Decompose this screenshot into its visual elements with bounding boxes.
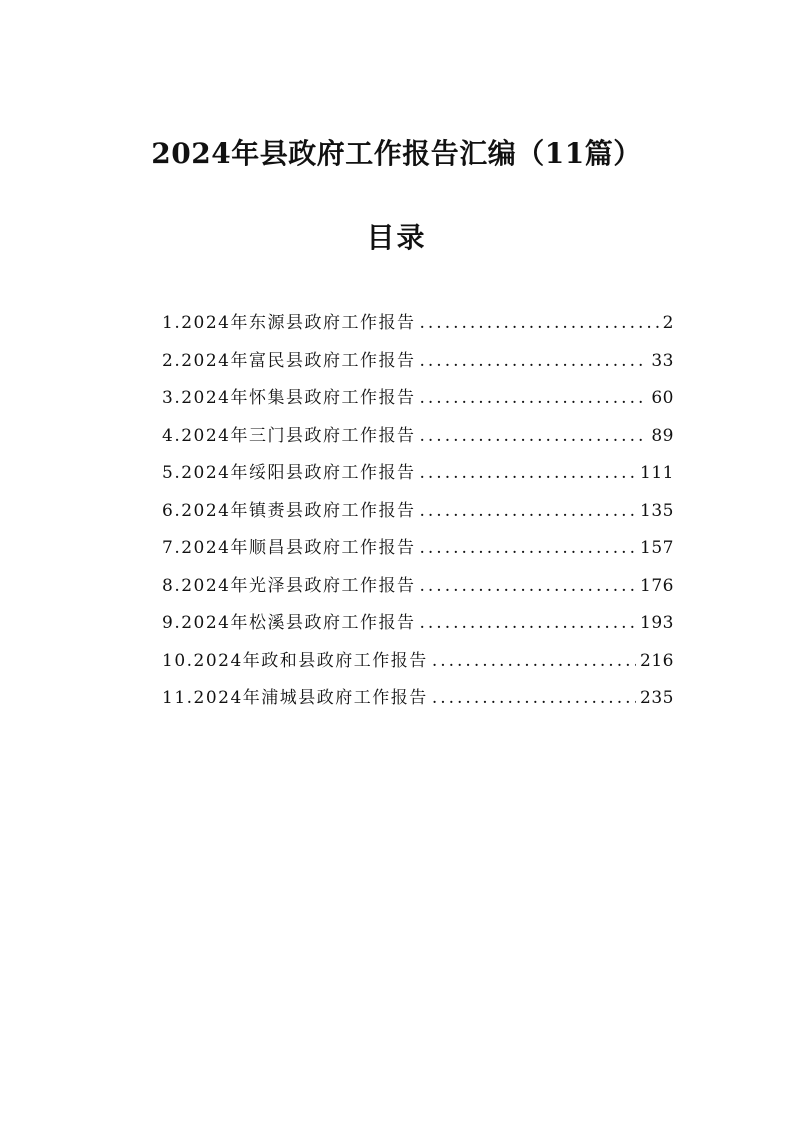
toc-dot-leader	[419, 418, 647, 456]
toc-entry-page: 33	[651, 350, 674, 371]
toc-entry-page: 111	[640, 463, 674, 483]
toc-entry-4[interactable]	[162, 418, 674, 456]
toc-entry-label: 10.2024年政和县政府工作报告	[162, 650, 428, 671]
toc-dot-leader	[419, 605, 636, 643]
toc-entry-label: 6.2024年镇赉县政府工作报告	[162, 500, 416, 521]
document-title: 2024年县政府工作报告汇编（11篇）	[151, 137, 642, 170]
toc-entry-10[interactable]	[162, 643, 674, 681]
toc-entry-7[interactable]	[162, 530, 674, 568]
toc-dot-leader	[419, 380, 647, 418]
toc-entry-page: 216	[640, 650, 674, 671]
toc-dot-leader	[419, 305, 658, 343]
toc-dot-leader	[419, 568, 636, 606]
toc-entry-8[interactable]	[162, 568, 674, 606]
toc-entry-1[interactable]	[162, 305, 674, 343]
toc-heading: 目录	[366, 221, 427, 254]
toc-entry-label: 5.2024年绥阳县政府工作报告	[162, 463, 416, 483]
toc-entry-label: 3.2024年怀集县政府工作报告	[162, 388, 416, 408]
toc-entry-3[interactable]	[162, 380, 674, 418]
toc-entry-label: 11.2024年浦城县政府工作报告	[162, 688, 428, 708]
toc-entry-11[interactable]	[162, 680, 674, 718]
toc-dot-leader	[419, 530, 636, 568]
toc-entry-label: 4.2024年三门县政府工作报告	[162, 425, 416, 446]
toc-entry-page: 60	[651, 388, 674, 408]
toc-entry-page: 135	[640, 500, 674, 521]
toc-dot-leader	[432, 680, 636, 718]
toc-entry-9[interactable]	[162, 605, 674, 643]
toc-entry-2[interactable]	[162, 343, 674, 381]
toc-dot-leader	[419, 493, 636, 531]
toc-entry-label: 7.2024年顺昌县政府工作报告	[162, 538, 416, 558]
toc-entry-page: 2	[662, 313, 674, 333]
toc-dot-leader	[419, 343, 647, 381]
toc-dot-leader	[419, 455, 636, 493]
toc-entry-page: 235	[640, 688, 674, 708]
toc-entry-page: 176	[640, 575, 674, 596]
toc-dot-leader	[432, 643, 636, 681]
toc-entry-label: 8.2024年光泽县政府工作报告	[162, 575, 416, 596]
toc-entry-page: 89	[651, 425, 674, 446]
toc-entry-label: 2.2024年富民县政府工作报告	[162, 350, 416, 371]
toc-entry-6[interactable]	[162, 493, 674, 531]
toc-entry-label: 9.2024年松溪县政府工作报告	[162, 613, 416, 633]
toc-entry-page: 157	[640, 538, 674, 558]
table-of-contents	[162, 305, 674, 718]
toc-entry-5[interactable]	[162, 455, 674, 493]
toc-entry-page: 193	[640, 613, 674, 633]
toc-entry-label: 1.2024年东源县政府工作报告	[162, 313, 416, 333]
